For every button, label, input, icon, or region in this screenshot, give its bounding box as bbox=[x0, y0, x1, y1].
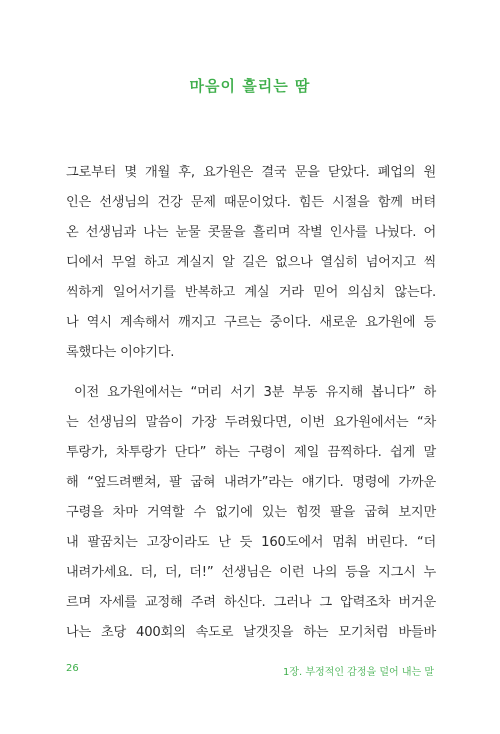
text-line: 온 선생님과 나는 눈물 콧물을 흘리며 작별 인사를 나눴다. 어 bbox=[66, 225, 436, 240]
text-line: 구령을 차마 거역할 수 없기에 있는 힘껏 팔을 굽혀 보지만 bbox=[66, 505, 436, 520]
text-line: 씩하게 일어서기를 반복하고 계실 거라 믿어 의심치 않는다. bbox=[66, 285, 436, 300]
text-line: 그로부터 몇 개월 후, 요가원은 결국 문을 닫았다. 폐업의 원 bbox=[66, 165, 436, 180]
text-line: 나는 초당 400회의 속도로 날갯짓을 하는 모기처럼 바들바 bbox=[66, 625, 436, 640]
chapter-title: 마음이 흘리는 땀 bbox=[189, 77, 311, 95]
page-number: 26 bbox=[66, 663, 79, 674]
text-line: 록했다는 이야기다. bbox=[66, 345, 175, 360]
text-line: 이전 요가원에서는 “머리 서기 3분 부동 유지해 봅니다” 하 bbox=[74, 385, 436, 400]
text-line: 디에서 무얼 하고 계실지 알 길은 없으나 열심히 넘어지고 씩 bbox=[66, 255, 436, 270]
text-line: 내려가세요. 더, 더, 더!” 선생님은 이런 나의 등을 지그시 누 bbox=[66, 565, 436, 580]
running-head: 1장. 부정적인 감정을 덜어 내는 말 bbox=[282, 667, 434, 678]
text-line: 내 팔꿈치는 고장이라도 난 듯 160도에서 멈춰 버린다. “더 bbox=[66, 535, 436, 550]
text-line: 투랑가, 차투랑가 단다” 하는 구령이 제일 끔찍하다. 쉽게 말 bbox=[66, 445, 436, 460]
paragraph-2 bbox=[66, 378, 436, 648]
text-line: 는 선생님의 말씀이 가장 두려웠다면, 이번 요가원에서는 “차 bbox=[66, 415, 436, 430]
text-line: 나 역시 계속해서 깨지고 구르는 중이다. 새로운 요가원에 등 bbox=[66, 315, 436, 330]
text-line: 인은 선생님의 건강 문제 때문이었다. 힘든 시절을 함께 버텨 bbox=[66, 195, 436, 210]
paragraph-1 bbox=[66, 158, 436, 368]
text-line: 해 “엎드려뻗쳐, 팔 굽혀 내려가”라는 얘기다. 명령에 가까운 bbox=[66, 475, 436, 490]
text-line: 르며 자세를 교정해 주려 하신다. 그러나 그 압력조차 버거운 bbox=[66, 595, 436, 610]
